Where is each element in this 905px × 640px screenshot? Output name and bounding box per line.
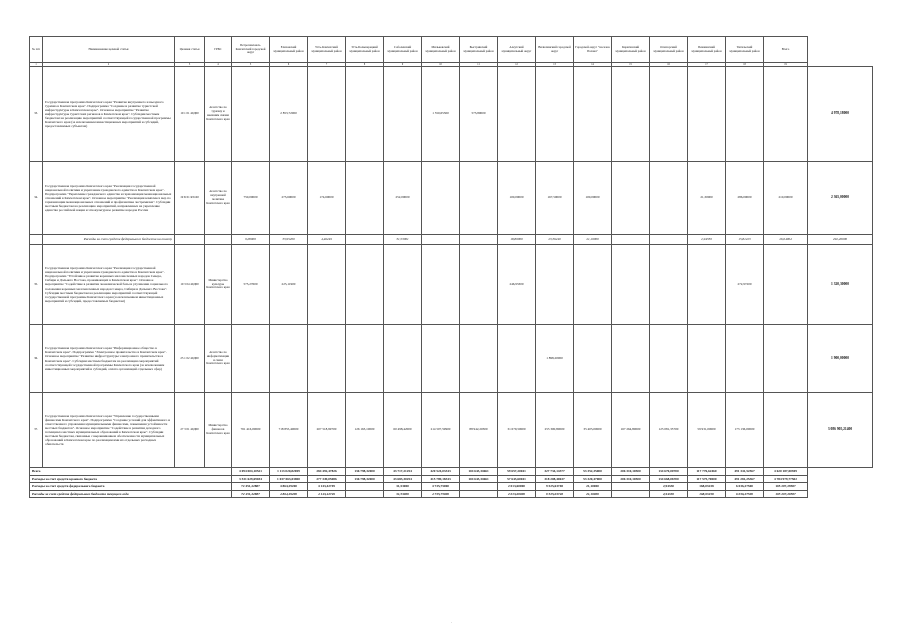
row-total: 2 365,00000 xyxy=(808,162,873,235)
total-amount: 415 789,18343 xyxy=(422,475,460,483)
col-number: 2 xyxy=(43,63,175,67)
col-header: Всего xyxy=(764,37,808,63)
amount-cell xyxy=(346,245,384,325)
amount-cell xyxy=(764,67,808,162)
row-total: 1 320,30000 xyxy=(808,245,873,325)
total-amount: 3 531 629,69034 xyxy=(232,475,270,483)
amount-cell xyxy=(688,67,726,162)
col-header: Тигильский муниципальный район xyxy=(726,37,764,63)
col-header: Наименование целевой статьи xyxy=(43,37,175,63)
budget-table xyxy=(29,36,873,498)
amount-cell: 88 942,20300 xyxy=(460,393,498,468)
total-amount: 21,10000 xyxy=(574,483,612,491)
total-amount: 4 094 004,10521 xyxy=(232,468,270,476)
row-total: 4 978,18000 xyxy=(808,67,873,162)
total-amount: 206 310,10500 xyxy=(612,468,650,476)
grbs: Агентство по информатизации и связи Камчатского края xyxy=(205,325,232,393)
total-amount: 2 013,60000 xyxy=(498,490,536,498)
total-amount: 43 717,21254 xyxy=(384,468,422,476)
header-row xyxy=(30,37,873,63)
grand-total: 105 207,29587 xyxy=(764,483,808,491)
col-header: ГРБС xyxy=(205,37,232,63)
amount-cell: 23,36240 xyxy=(536,235,574,245)
total-amount: 4 143,42749 xyxy=(308,490,346,498)
amount-cell: 718 855,40000 xyxy=(270,393,308,468)
grbs: Агентство по внутренней политике Камчатского края xyxy=(205,162,232,235)
amount-cell: 21,10000 xyxy=(574,235,612,245)
row-description: Государственная программа Камчатского края "Реализация государственной национальной политики и укрепление гражданского единства в Камчатском крае". Подпрограмма "Укрепление гражданского единства и гармонизация межнациональных отношений в Камчатском крае". Основное мероприятие "Реализация комплекса мер по гармонизации межнациональных отношений и профилактике экстремизма". Субсидии местным бюджетам на реализацию мероприятий, направленных на укрепление единства российской нации и этнокультурное развитие народов России xyxy=(43,162,175,235)
row-description: Государственная программа Камчатского края "Управление государственными финансами Камчатского края". Подпрограмма "Создание условий для эффективного и ответственного управления муниципальными финансами, повышения устойчивости местных бюджетов". Основное мероприятие "Содействие в развитии доходного потенциала местных муниципальных образований в Камчатском крае". Субсидии местным бюджетам, связанные с выравниванием обеспеченности муниципальных образований в Камчатском крае по реализации ими их отдельных расходных обязательств xyxy=(43,393,175,468)
target-code: 19 Б 01 R5160 xyxy=(175,162,205,235)
grand-total: 4 784 979,77502 xyxy=(764,475,808,483)
total-amount: 134 670,00700 xyxy=(650,468,688,476)
amount-cell: 210,00000 xyxy=(764,162,808,235)
amount-cell: 21,30000 xyxy=(688,162,726,235)
amount-cell xyxy=(308,67,346,162)
amount-cell xyxy=(612,235,650,245)
amount-cell xyxy=(764,325,808,393)
total-amount: 134 668,06700 xyxy=(650,475,688,483)
total-amount: 4 143,42749 xyxy=(308,483,346,491)
total-amount: 327 734,14377 xyxy=(536,468,574,476)
amount-cell: 252,00000 xyxy=(384,162,422,235)
col-number: 19 xyxy=(764,63,808,67)
program-row xyxy=(30,325,873,393)
program-row xyxy=(30,162,873,235)
col-number: 15 xyxy=(612,63,650,67)
col-header: Быстринский муниципальный район xyxy=(460,37,498,63)
amount-cell: 273,60000 xyxy=(270,162,308,235)
col-number: 12 xyxy=(498,63,536,67)
col-header: Целевая статья xyxy=(175,37,205,63)
amount-cell xyxy=(460,245,498,325)
amount-cell: 1 550,65300 xyxy=(422,67,460,162)
target-code: 19 1 01 40Д00 xyxy=(175,67,205,162)
col-header: Соболевский муниципальный район xyxy=(384,37,422,63)
total-amount: 1 037 063,03690 xyxy=(270,475,308,483)
amount-cell: 18,80000 xyxy=(498,235,536,245)
amount-cell xyxy=(650,162,688,235)
amount-cell xyxy=(232,325,270,393)
amount-cell: 100,00000 xyxy=(574,162,612,235)
col-number: 18 xyxy=(726,63,764,67)
total-amount: 53 320,47000 xyxy=(574,475,612,483)
col-number: 17 xyxy=(688,63,726,67)
amount-cell xyxy=(612,162,650,235)
col-number: 11 xyxy=(460,63,498,67)
total-amount xyxy=(612,483,650,491)
total-amount: 491 281,25367 xyxy=(726,475,764,483)
col-number: 5 xyxy=(232,63,270,67)
total-amount: 9 525,63748 xyxy=(536,483,574,491)
total-amount: 168,03238 xyxy=(688,490,726,498)
row-number: 36. xyxy=(30,325,43,393)
col-number: 9 xyxy=(384,63,422,67)
amount-cell xyxy=(460,325,498,393)
totals-row xyxy=(30,475,873,483)
total-amount: 318 208,40637 xyxy=(536,475,574,483)
page-mark: · xyxy=(451,620,453,625)
total-amount: 117 776,62460 xyxy=(688,468,726,476)
amount-cell xyxy=(308,325,346,393)
total-amount: 2,94330 xyxy=(650,490,688,498)
total-amount: 6 036,27500 xyxy=(726,483,764,491)
total-amount: 31,53000 xyxy=(384,490,422,498)
col-number: 3 xyxy=(175,63,205,67)
amount-cell: 1 898,20000 xyxy=(536,325,574,393)
amount-cell xyxy=(650,67,688,162)
col-number: 7 xyxy=(308,63,346,67)
amount-cell: 60 498,42000 xyxy=(384,393,422,468)
amount-cell xyxy=(460,162,498,235)
amount-cell: 4,46249 xyxy=(308,235,346,245)
amount-cell xyxy=(764,245,808,325)
total-amount: 4 735,75000 xyxy=(422,490,460,498)
amount-cell xyxy=(270,325,308,393)
totals-label: Расходы за счет средств краевого бюджета xyxy=(30,475,232,483)
grbs: Агентство по туризму и внешним связям Камчатского края xyxy=(205,67,232,162)
target-code: 27 3 01 40Д00 xyxy=(175,393,205,468)
amount-cell xyxy=(346,67,384,162)
amount-cell: 59 931,00000 xyxy=(688,393,726,468)
program-row xyxy=(30,245,873,325)
amount-cell: 174,60000 xyxy=(308,162,346,235)
total-amount: 6 036,27500 xyxy=(726,490,764,498)
col-header: Пенжинский муниципальный район xyxy=(688,37,726,63)
amount-cell xyxy=(422,325,460,393)
totals-row xyxy=(30,483,873,491)
target-code: 19 3 04 40Д00 xyxy=(175,245,205,325)
col-header: Карагинский муниципальный район xyxy=(612,37,650,63)
amount-cell xyxy=(308,245,346,325)
total-amount: 277 349,05086 xyxy=(308,475,346,483)
total-amount: 1 113 020,82699 xyxy=(270,468,308,476)
amount-cell xyxy=(688,325,726,393)
totals-row xyxy=(30,490,873,498)
col-header: Городской округ "поселок Палана" xyxy=(574,37,612,63)
col-header: Усть-Камчатский муниципальный район xyxy=(308,37,346,63)
total-amount: 136 798,32000 xyxy=(346,468,384,476)
row-total: 1 900,00000 xyxy=(808,325,873,393)
program-row xyxy=(30,67,873,162)
amount-cell xyxy=(574,67,612,162)
amount-cell xyxy=(612,67,650,162)
total-amount: 420 524,03343 xyxy=(422,468,460,476)
col-number: 14 xyxy=(574,63,612,67)
col-number: 6 xyxy=(270,63,308,67)
col-header: Петропавловск-Камчатский городской округ xyxy=(232,37,270,63)
amount-cell: 173 136,00000 xyxy=(726,393,764,468)
amount-cell xyxy=(422,235,460,245)
target-code xyxy=(175,235,205,245)
amount-cell xyxy=(536,245,574,325)
budget-table-sheet xyxy=(29,36,873,498)
grand-total: 105 207,29587 xyxy=(764,490,808,498)
amount-cell: 573,80000 xyxy=(460,67,498,162)
total-amount: 72 451,22887 xyxy=(232,483,270,491)
row-number: 33. xyxy=(30,67,43,162)
total-amount: 4 864,29200 xyxy=(270,490,308,498)
grbs xyxy=(205,235,232,245)
total-amount xyxy=(346,490,384,498)
amount-cell: 225,11900 xyxy=(270,245,308,325)
total-amount: 104 643,34661 xyxy=(460,475,498,483)
grbs: Министерство финансов Камчатского края xyxy=(205,393,232,468)
total-amount: 136 798,32000 xyxy=(346,475,384,483)
col-header: Алеутский муниципальный округ xyxy=(498,37,536,63)
amount-cell xyxy=(726,325,764,393)
amount-cell: 167 264,80000 xyxy=(612,393,650,468)
total-amount: 2,94330 xyxy=(650,483,688,491)
amount-cell: 31,53001 xyxy=(384,235,422,245)
total-amount: 168,03238 xyxy=(688,483,726,491)
total-amount: 21,10000 xyxy=(574,490,612,498)
amount-cell xyxy=(650,245,688,325)
amount-cell: 246,93300 xyxy=(498,245,536,325)
amount-cell: 100,00000 xyxy=(498,162,536,235)
subtotal-row xyxy=(30,235,873,245)
total-amount: 4 864,29200 xyxy=(270,483,308,491)
col-header: Олюторский муниципальный район xyxy=(650,37,688,63)
amount-cell: 15,81223 xyxy=(726,235,764,245)
amount-cell: 2,94330 xyxy=(688,235,726,245)
col-number: 13 xyxy=(536,63,574,67)
col-header: Мильковский муниципальный район xyxy=(422,37,460,63)
col-header: № п/п xyxy=(30,37,43,63)
total-amount: 72 451,22887 xyxy=(232,490,270,498)
amount-cell xyxy=(346,325,384,393)
totals-label: Расходы за счет средств федерального бюджета xyxy=(30,483,232,491)
amount-cell xyxy=(536,67,574,162)
amount-cell: 26,04904 xyxy=(764,235,808,245)
total-amount: 4 735,75000 xyxy=(422,483,460,491)
amount-cell xyxy=(612,325,650,393)
total-amount: 117 575,70000 xyxy=(688,475,726,483)
amount-cell: 207 518,99700 xyxy=(308,393,346,468)
row-number: 35. xyxy=(30,245,43,325)
row-total: 292,26000 xyxy=(808,235,873,245)
amount-cell xyxy=(384,245,422,325)
amount-cell xyxy=(650,325,688,393)
amount-cell: 125 081,35700 xyxy=(650,393,688,468)
total-amount: 43 683,30254 xyxy=(384,475,422,483)
amount-cell: 761 416,00000 xyxy=(232,393,270,468)
total-amount: 9 525,63748 xyxy=(536,490,574,498)
total-amount xyxy=(460,490,498,498)
total-amount xyxy=(346,483,384,491)
col-number: 1 xyxy=(30,63,43,67)
row-number xyxy=(30,235,43,245)
amount-cell xyxy=(346,162,384,235)
row-number: 37. xyxy=(30,393,43,468)
amount-cell xyxy=(232,67,270,162)
amount-cell xyxy=(688,245,726,325)
amount-cell xyxy=(498,325,536,393)
amount-cell xyxy=(460,235,498,245)
amount-cell: 750,00000 xyxy=(232,162,270,235)
col-number: 10 xyxy=(422,63,460,67)
total-amount: 284 492,47826 xyxy=(308,468,346,476)
amount-cell: 286,00000 xyxy=(726,162,764,235)
grand-total: 4 620 187,00949 xyxy=(764,468,808,476)
col-number: 8 xyxy=(346,63,384,67)
amount-cell xyxy=(612,245,650,325)
amount-cell: 575,27600 xyxy=(232,245,270,325)
grbs: Министерство культуры Камчатского края xyxy=(205,245,232,325)
row-description: Государственная программа Камчатского края "Реализация государственной национальной политики и укрепление гражданского единства в Камчатском крае". Подпрограмма "Устойчивое развитие коренных малочисленных народов Севера, Сибири и Дальнего Востока, проживающих в Камчатском крае". Основное мероприятие "Содействие в развитии экономической базы и улучшения социального положения коренных малочисленных народов Севера, Сибири и Дальнего Востока". Субсидии местным бюджетам на реализацию мероприятий соответствующей государственной программы Камчатского края (за исключением инвестиционных мероприятий и субсидий, предоставляемых бюджетам) xyxy=(43,245,175,325)
amount-cell xyxy=(574,245,612,325)
total-amount: 59 657,20041 xyxy=(498,468,536,476)
total-amount: 206 310,10500 xyxy=(612,475,650,483)
col-header: Усть-Большерецкий муниципальный район xyxy=(346,37,384,63)
col-number: 4 xyxy=(205,63,232,67)
amount-cell xyxy=(574,325,612,393)
totals-label: Расходы за счет средств федерального бюджета текущего года xyxy=(30,490,232,498)
total-amount: 491 341,52567 xyxy=(726,468,764,476)
col-header: Вилючинский городской округ xyxy=(536,37,574,63)
row-description: Расходы за счет средств федерального бюджета на оплату xyxy=(43,235,175,245)
amount-cell xyxy=(422,245,460,325)
col-number: 16 xyxy=(650,63,688,67)
totals-row xyxy=(30,468,873,476)
amount-cell: 272,97200 xyxy=(726,245,764,325)
amount-cell xyxy=(764,393,808,468)
program-row xyxy=(30,393,873,468)
amount-cell xyxy=(384,325,422,393)
total-amount xyxy=(460,483,498,491)
amount-cell xyxy=(384,67,422,162)
row-total: 3 086 905,21400 xyxy=(808,393,873,468)
amount-cell xyxy=(498,67,536,162)
row-description: Государственная программа Камчатского края "Информационное общество в Камчатском крае". Подпрограмма "Электронное правительство в Камчатском крае". Основное мероприятие "Развитие инфраструктуры электронного правительства в Камчатском крае". Субсидии местным бюджетам на реализацию мероприятий соответствующей государственной программы Камчатского края (за исключением инвестиционных мероприятий и субсидий, оплата организаций отдельных сфер) xyxy=(43,325,175,393)
total-amount: 31,53000 xyxy=(384,483,422,491)
total-amount: 2 013,60000 xyxy=(498,483,536,491)
total-amount xyxy=(612,490,650,498)
amount-cell: 35 405,00000 xyxy=(574,393,612,468)
totals-label: Всего xyxy=(30,468,232,476)
amount-cell xyxy=(726,67,764,162)
target-code: 25 1 02 40Д00 xyxy=(175,325,205,393)
amount-cell: 167,50000 xyxy=(536,162,574,235)
total-amount: 53 352,35000 xyxy=(574,468,612,476)
amount-cell: 2 853,72000 xyxy=(270,67,308,162)
amount-cell xyxy=(422,162,460,235)
amount-cell xyxy=(650,235,688,245)
amount-cell: 31 679,50000 xyxy=(498,393,536,468)
amount-cell: 255 300,80000 xyxy=(536,393,574,468)
row-number: 34. xyxy=(30,162,43,235)
amount-cell: 33,95200 xyxy=(270,235,308,245)
amount-cell: 214 507,59900 xyxy=(422,393,460,468)
row-description: Государственная программа Камчатского края "Развитие внутреннего и въездного туризма в Камчатском крае". Подпрограмма "Создание и развитие туристской инфраструктуры в Камчатском крае". Основное мероприятие "Развитие инфраструктуры туристских регионов в Камчатском крае". Субсидии местным бюджетам на реализацию мероприятий соответствующей государственной программы Камчатского края (за исключением инвестиционных мероприятий и субсидий, предоставляемых субъектам) xyxy=(43,67,175,162)
total-amount: 57 643,60041 xyxy=(498,475,536,483)
col-header: Елизовский муниципальный район xyxy=(270,37,308,63)
total-amount: 104 643,34661 xyxy=(460,468,498,476)
amount-cell: 9,00000 xyxy=(232,235,270,245)
amount-cell: 126 163,10000 xyxy=(346,393,384,468)
amount-cell xyxy=(346,235,384,245)
